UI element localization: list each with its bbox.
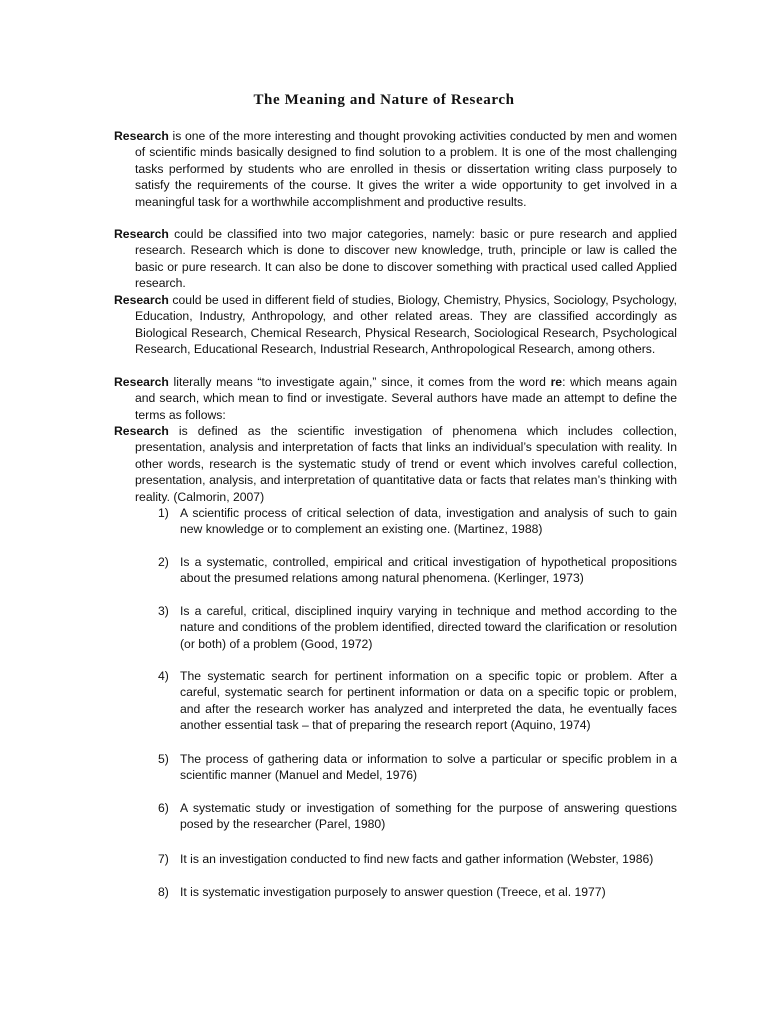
list-item [158,505,677,538]
paragraph-text: could be classified into two major categories, namely: basic or pure research and applied research. Research which is done to discover new knowledge, truth, principle or law is called the basic or pure research. It can also be done to discover something with practical used called Applied research. [135,227,677,291]
list-item [158,884,677,900]
page-title: The Meaning and Nature of Research [253,92,515,108]
list-number: 3) [158,604,169,618]
paragraph-lead: Research [114,293,169,307]
list-text: It is systematic investigation purposely to answer question (Treece, et al. 1977) [180,885,606,899]
list-item [158,554,677,587]
list-item [158,603,677,652]
list-item [158,668,677,734]
list-item [158,851,677,867]
paragraph-text: could be used in different field of studies, Biology, Chemistry, Physics, Sociology, Psychology, Education, Industry, Anthropology, and other related areas. They are classified accordingly as Biological Research, Chemical Research, Physical Research, Sociological Research, Psychological Research, Educational Research, Industrial Research, Anthropological Research, among others. [135,293,677,357]
list-number: 7) [158,852,169,866]
paragraph-text: is one of the more interesting and thought provoking activities conducted by men and women of scientific minds basically designed to find solution to a problem. It is one of the most challenging tasks performed by students who are enrolled in thesis or dissertation writing class purposely to satisfy the requirements of the course. It gives the writer a wide opportunity to get involved in a meaningful task for a worthwhile accomplishment and productive results. [135,129,677,209]
list-item [158,751,677,784]
list-number: 4) [158,669,169,683]
paragraph-fields [114,292,677,358]
paragraph-lead: Research [114,375,169,389]
paragraph-definition [114,423,677,505]
paragraph-etymology [114,374,677,423]
list-text: Is a systematic, controlled, empirical and critical investigation of hypothetical propositions about the presumed relations among natural phenomena. (Kerlinger, 1973) [180,555,677,586]
list-text: A systematic study or investigation of something for the purpose of answering questions posed by the researcher (Parel, 1980) [180,801,677,832]
paragraph-lead: Research [114,227,169,241]
list-number: 8) [158,885,169,899]
list-text: A scientific process of critical selection of data, investigation and analysis of such to gain new knowledge or to complement an existing one. (Martinez, 1988) [180,506,677,537]
paragraph-lead: Research [114,424,169,438]
list-text: Is a careful, critical, disciplined inquiry varying in technique and method according to the nature and conditions of the problem identified, directed toward the clarification or resolution (or both) of a problem (Good, 1972) [180,604,677,651]
paragraph-text: literally means “to investigate again,” since, it comes from the word [168,375,551,389]
list-number: 1) [158,506,169,520]
list-text: It is an investigation conducted to find new facts and gather information (Webster, 1986) [180,852,654,866]
list-number: 5) [158,752,169,766]
list-number: 2) [158,555,169,569]
list-number: 6) [158,801,169,815]
list-item [158,800,677,833]
paragraph-text: is defined as the scientific investigation of phenomena which includes collection, presentation, analysis and interpretation of facts that links an individual’s speculation with reality. In other words, research is the systematic study of trend or event which involves careful collection, presentation, analysis, and interpretation of quantitative data or facts that relates man’s thinking with reality. (Calmorin, 2007) [135,424,677,504]
paragraph-categories [114,226,677,292]
paragraph-text: : which means again and search, which mean to find or investigate. Several authors have made an attempt to define the terms as follows: [135,375,678,422]
paragraph-intro [114,128,677,210]
paragraph-lead: Research [114,129,169,143]
emphasis-word: re [550,375,563,389]
list-text: The process of gathering data or information to solve a particular or specific problem in a scientific manner (Manuel and Medel, 1976) [180,752,677,783]
list-text: The systematic search for pertinent information on a specific topic or problem. After a careful, systematic search for pertinent information or data on a specific topic or problem, and after the research worker has analyzed and interpreted the data, he eventually faces another essential task – that of preparing the research report (Aquino, 1974) [180,669,677,733]
